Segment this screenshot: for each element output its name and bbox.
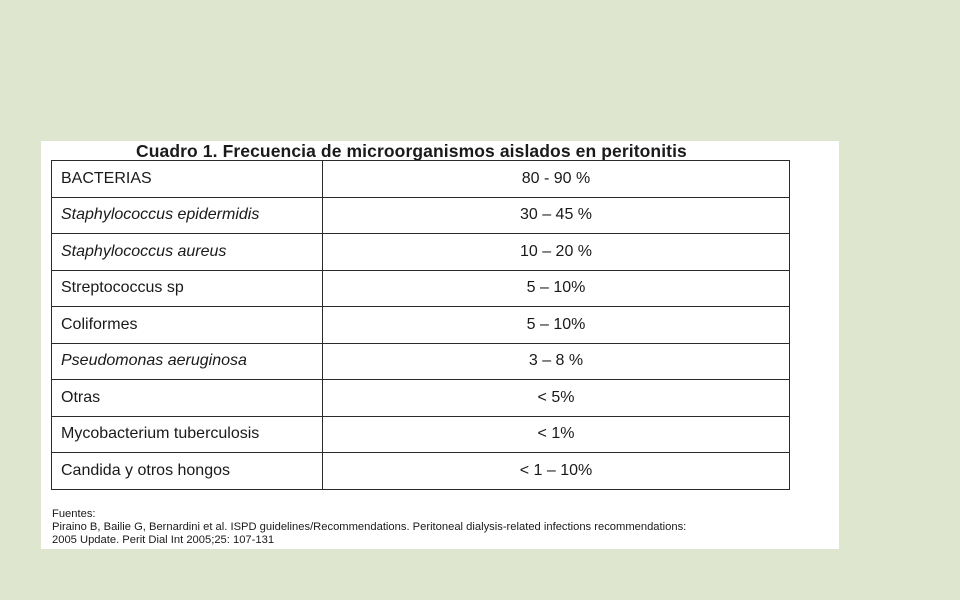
frequency-value: < 1% (323, 416, 790, 453)
sources-note (52, 508, 686, 547)
table-title: Cuadro 1. Frecuencia de microorganismos aislados en peritonitis (136, 141, 687, 161)
sources-line: Piraino B, Bailie G, Bernardini et al. ISPD guidelines/Recommendations. Peritoneal dialysis-related infections recommendations: (52, 521, 687, 533)
table-row (52, 161, 790, 198)
table-row (52, 197, 790, 234)
document-panel (41, 141, 839, 549)
organism-name: Candida y otros hongos (52, 453, 323, 490)
frequency-value: < 1 – 10% (323, 453, 790, 490)
sources-heading: Fuentes: (52, 508, 96, 520)
frequency-value: < 5% (323, 380, 790, 417)
table-row (52, 453, 790, 490)
table-row (52, 234, 790, 271)
table-row (52, 380, 790, 417)
table-row (52, 343, 790, 380)
frequency-value: 80 - 90 % (323, 161, 790, 198)
frequency-value: 10 – 20 % (323, 234, 790, 271)
organism-name: Mycobacterium tuberculosis (52, 416, 323, 453)
frequency-value: 30 – 45 % (323, 197, 790, 234)
organism-name: Streptococcus sp (52, 270, 323, 307)
frequency-table (51, 160, 790, 490)
table-row (52, 270, 790, 307)
table-row (52, 307, 790, 344)
organism-name: BACTERIAS (52, 161, 323, 198)
frequency-value: 5 – 10% (323, 307, 790, 344)
sources-line: 2005 Update. Perit Dial Int 2005;25: 107-131 (52, 534, 275, 546)
organism-name: Otras (52, 380, 323, 417)
frequency-value: 3 – 8 % (323, 343, 790, 380)
organism-name: Coliformes (52, 307, 323, 344)
frequency-value: 5 – 10% (323, 270, 790, 307)
organism-name: Staphylococcus aureus (52, 234, 323, 271)
organism-name: Pseudomonas aeruginosa (52, 343, 323, 380)
table-row (52, 416, 790, 453)
organism-name: Staphylococcus epidermidis (52, 197, 323, 234)
